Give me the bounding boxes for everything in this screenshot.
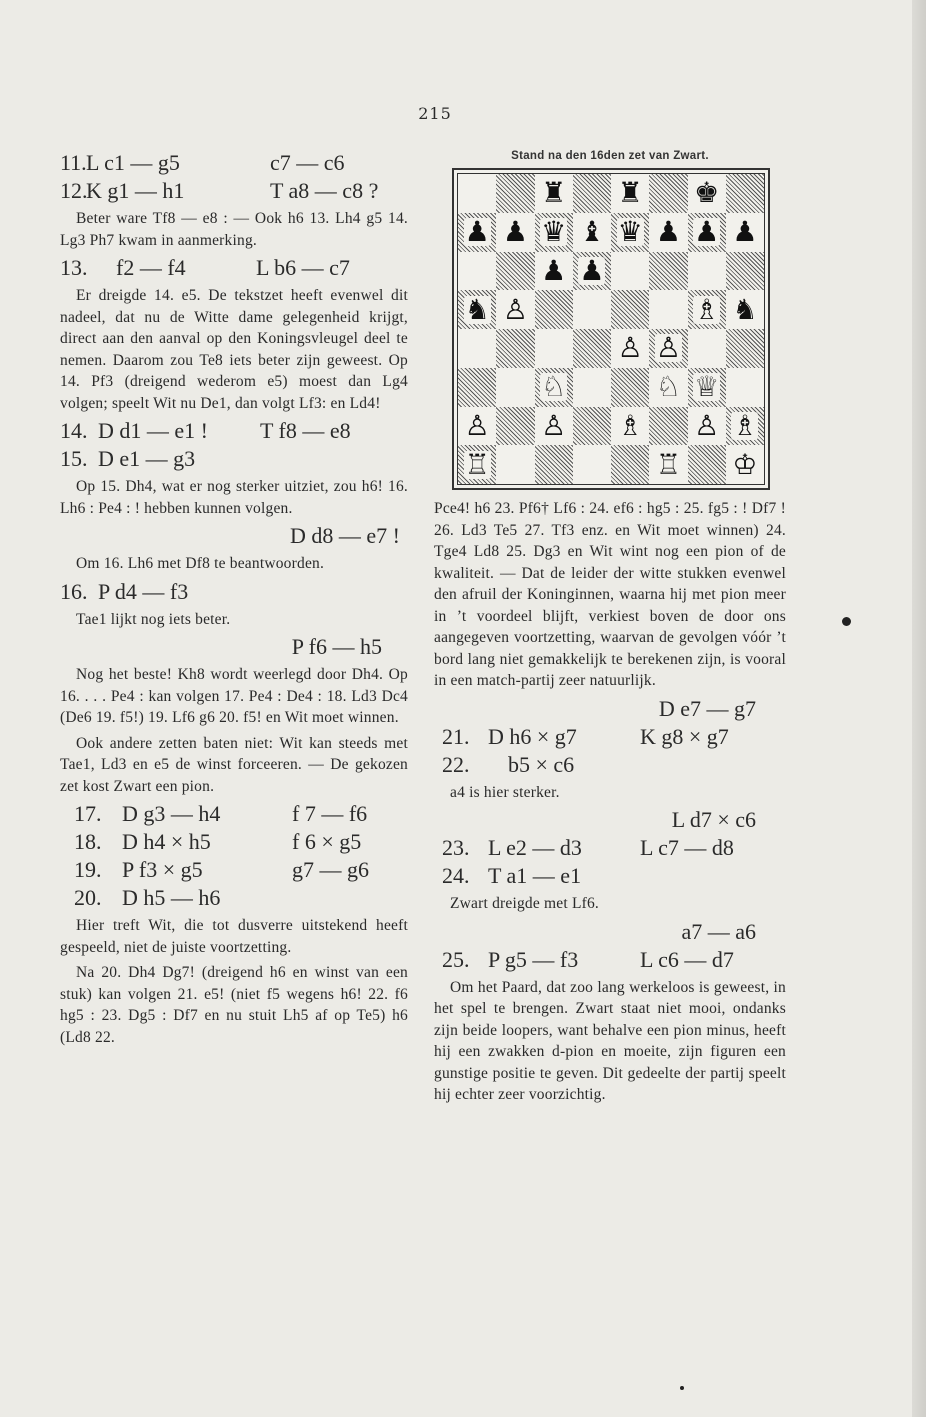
square-e5 (611, 290, 649, 329)
white-move: D h6 × g7 (488, 723, 577, 749)
annotation (60, 208, 408, 251)
chess-piece-icon: ♟ (502, 215, 528, 249)
square-f4 (649, 329, 687, 368)
black-move: f 7 — f6 (292, 801, 368, 826)
square-h6 (726, 252, 764, 291)
annotation-text: Pce4! h6 23. Pf6† Lf6 : 24. ef6 : hg5 : 25. fg5 : ! Df7 ! 26. Ld3 Te5 27. Tf3 enz. en Wit moet winnen) 24. Tge4 Ld8 25. Dg3 en Wit wint nog een pion of de kwaliteit. — Dat de leider der witte stukken evenwel den afruil der Koninginnen, waarna hij met pion meer in ’t voordeel blijft, verkiest boven de door ons aangegeven voortzetting, waarvan de gevolgen vóór ’t bord lang niet gemakkelijk te berekenen zijn, is vooral in een match-partij zeer natuurlijk. (434, 500, 786, 689)
chess-piece-icon: ♟ (655, 215, 681, 249)
annotation-text: Na 20. Dh4 Dg7! (dreigend h6 en winst van een stuk) kan volgen 21. e5! (niet f5 wegens h6! 22. f6 hg5 : 23. Dg5 : Df7 en nu stuit Lh5 af op Te5) h6 (Ld8 22. (60, 964, 408, 1046)
move-number: 20. (74, 885, 102, 910)
left-column (60, 148, 408, 1052)
chess-piece-icon: ♛ (617, 215, 643, 249)
chess-piece-icon: ♙ (617, 331, 643, 365)
chess-piece-icon: ♘ (655, 370, 681, 404)
move-number: 11. (60, 150, 87, 175)
annotation-text: Om het Paard, dat zoo lang werkeloos is geweest, in het spel te brengen. Zwart staat niet mooi, ondanks zijn beide loopers, want behalve een pion minus, heeft hij een zwakken d-pion en moeite, zijn figuren een gunstige positie te geven. Dit gedeelte der partij speelt hij echter zeer voorzichtig. (434, 978, 786, 1103)
square-f5 (649, 290, 687, 329)
move-number: 18. (74, 829, 102, 854)
annotation (60, 962, 408, 1048)
square-c7 (535, 213, 573, 252)
chess-piece-icon: ♖ (655, 447, 681, 481)
page-number: 215 (418, 104, 452, 123)
move-number: 12. (60, 178, 88, 203)
speck (680, 1386, 684, 1390)
square-c2 (535, 407, 573, 446)
chess-piece-icon: ♘ (541, 370, 567, 404)
white-move: D h5 — h6 (122, 885, 221, 910)
chess-piece-icon: ♙ (694, 408, 720, 442)
square-e2 (611, 407, 649, 446)
square-d5 (573, 290, 611, 329)
chess-piece-icon: ♗ (694, 292, 720, 326)
white-move: P g5 — f3 (488, 946, 579, 972)
move-row (60, 446, 408, 472)
annotation-text: Beter ware Tf8 — e8 : — Ook h6 13. Lh4 g5 14. Lg3 Ph7 kwam in aanmerking. (60, 210, 408, 249)
chess-piece-icon: ♗ (732, 408, 758, 442)
white-move: D e1 — g3 (98, 446, 196, 471)
annotation-text: Om 16. Lh6 met Df8 te beantwoorden. (76, 555, 325, 572)
annotation (434, 498, 786, 692)
square-b1 (496, 445, 534, 484)
square-g3 (688, 368, 726, 407)
white-move: P d4 — f3 (98, 578, 189, 604)
move-number: 16. (60, 578, 88, 604)
black-move: a7 — a6 (681, 918, 756, 944)
square-g1 (688, 445, 726, 484)
white-move: P f3 × g5 (122, 857, 203, 882)
square-e6 (611, 252, 649, 291)
chess-piece-icon: ♜ (541, 176, 567, 210)
move-number: 21. (442, 723, 470, 749)
square-a8 (458, 174, 496, 213)
move-number: 15. (60, 446, 88, 471)
move-number: 23. (442, 835, 470, 860)
white-move: D d1 — e1 ! (98, 418, 208, 443)
move-row (434, 863, 786, 889)
white-move: D h4 × h5 (122, 829, 211, 854)
move-number: 13. (60, 255, 88, 280)
chess-piece-icon: ♔ (732, 447, 758, 481)
chess-piece-icon: ♟ (464, 215, 490, 249)
square-b7 (496, 213, 534, 252)
annotation (60, 476, 408, 519)
square-h1 (726, 445, 764, 484)
diagram-caption: Stand na den 16den zet van Zwart. (511, 150, 709, 162)
annotation-text: Hier treft Wit, die tot dusverre uitstekend heeft gespeeld, niet de juiste voortzetting. (60, 917, 408, 956)
chess-piece-icon: ♟ (694, 215, 720, 249)
white-move: b5 × c6 (508, 751, 575, 777)
square-e3 (611, 368, 649, 407)
chess-piece-icon: ♕ (694, 370, 720, 404)
annotation (434, 977, 786, 1106)
square-g8 (688, 174, 726, 213)
black-move: L b6 — c7 (256, 255, 350, 280)
annotation-text: Tae1 lijkt nog iets beter. (76, 610, 231, 628)
square-b8 (496, 174, 534, 213)
chess-diagram (452, 168, 770, 490)
annotation (60, 915, 408, 958)
chess-piece-icon: ♟ (541, 253, 567, 287)
white-move: f2 — f4 (116, 255, 186, 280)
chess-piece-icon: ♜ (617, 176, 643, 210)
move-number: 14. (60, 418, 88, 443)
black-move: D e7 — g7 (658, 695, 756, 721)
square-e7 (611, 213, 649, 252)
margin-dot (842, 617, 851, 626)
square-f1 (649, 445, 687, 484)
move-row (434, 724, 786, 750)
square-a7 (458, 213, 496, 252)
black-move: P f6 — h5 (291, 634, 382, 659)
square-d7 (573, 213, 611, 252)
square-d8 (573, 174, 611, 213)
move-row (60, 255, 408, 281)
square-b2 (496, 407, 534, 446)
square-c4 (535, 329, 573, 368)
white-move: D g3 — h4 (122, 801, 221, 826)
square-f7 (649, 213, 687, 252)
annotation (60, 664, 408, 729)
square-h2 (726, 407, 764, 446)
square-d1 (573, 445, 611, 484)
chess-piece-icon: ♝ (579, 215, 605, 249)
black-move: L c6 — d7 (640, 946, 734, 972)
chessboard (457, 173, 765, 485)
square-a2 (458, 407, 496, 446)
square-d4 (573, 329, 611, 368)
square-c8 (535, 174, 573, 213)
move-number: 24. (442, 863, 470, 888)
chess-piece-icon: ♙ (502, 292, 528, 326)
square-d2 (573, 407, 611, 446)
square-e4 (611, 329, 649, 368)
annotation (60, 609, 408, 631)
white-move: K g1 — h1 (86, 178, 185, 203)
black-move: D d8 — e7 ! (290, 523, 400, 548)
black-move: c7 — c6 (270, 150, 345, 175)
square-e1 (611, 445, 649, 484)
annotation-text: Ook andere zetten baten niet: Wit kan steeds met Tae1, Ld3 en e5 de winst forceeren. — De gekozen zet kost Zwart een pion. (60, 734, 408, 795)
chess-piece-icon: ♖ (464, 447, 490, 481)
chess-piece-icon: ♙ (541, 408, 567, 442)
move-row (434, 835, 786, 861)
move-row (434, 752, 786, 778)
move-row (60, 418, 408, 444)
move-row (60, 857, 408, 883)
square-b4 (496, 329, 534, 368)
right-column (434, 150, 786, 1110)
annotation-text: Op 15. Dh4, wat er nog sterker uitziet, zou h6! 16. Lh6 : Pe4 : ! hebben kunnen volgen. (60, 478, 408, 517)
square-c5 (535, 290, 573, 329)
square-h3 (726, 368, 764, 407)
move-number: 25. (442, 946, 470, 972)
annotation-text: Er dreigde 14. e5. De tekstzet heeft evenwel dit nadeel, dat nu de Witte dame gelegenheid krijgt, direct aan den aanval op den Koningsvleugel deel te nemen. Daarom zou Te8 iets beter zijn geweest. Op 14. Pf3 (dreigend wederom e5) moest dan Lg4 volgen; speelt Wit nu De1, dan volgt Lf3: en Ld4! (60, 287, 408, 412)
square-g6 (688, 252, 726, 291)
move-row (60, 885, 408, 911)
annotation-text: Nog het beste! Kh8 wordt weerlegd door Dh4. Op 16. . . . Pe4 : kan volgen 17. Pe4 : De4 : 18. Ld3 Dc4 (De6 19. f5!) 19. Lf6 g6 20. f5! en Wit moet winnen. (60, 666, 408, 726)
move-number: 17. (74, 801, 102, 826)
chess-piece-icon: ♗ (617, 408, 643, 442)
square-g4 (688, 329, 726, 368)
move-row (60, 829, 408, 855)
square-h7 (726, 213, 764, 252)
square-f2 (649, 407, 687, 446)
annotation-text: a4 is hier sterker. (450, 783, 560, 801)
square-d6 (573, 252, 611, 291)
square-c6 (535, 252, 573, 291)
black-move: L d7 × c6 (671, 807, 756, 832)
chess-piece-icon: ♞ (732, 292, 758, 326)
annotation (434, 893, 786, 915)
black-move: L c7 — d8 (640, 835, 734, 860)
square-c3 (535, 368, 573, 407)
square-a4 (458, 329, 496, 368)
square-g5 (688, 290, 726, 329)
square-a3 (458, 368, 496, 407)
white-move: T a1 — e1 (488, 863, 582, 888)
square-d3 (573, 368, 611, 407)
square-b6 (496, 252, 534, 291)
black-move: K g8 × g7 (640, 723, 729, 749)
chess-piece-icon: ♙ (655, 331, 681, 365)
black-move: g7 — g6 (292, 857, 369, 882)
square-a1 (458, 445, 496, 484)
chess-piece-icon: ♛ (541, 215, 567, 249)
chess-piece-icon: ♞ (464, 292, 490, 326)
move-row (60, 801, 408, 827)
square-b3 (496, 368, 534, 407)
chess-piece-icon: ♟ (732, 215, 758, 249)
chess-piece-icon: ♟ (579, 253, 605, 287)
square-f3 (649, 368, 687, 407)
annotation (60, 285, 408, 414)
square-e8 (611, 174, 649, 213)
square-a5 (458, 290, 496, 329)
white-move: L e2 — d3 (488, 835, 582, 860)
black-move: T a8 — c8 ? (270, 178, 379, 203)
white-move: L c1 — g5 (86, 150, 180, 175)
move-row (60, 178, 408, 204)
move-number: 19. (74, 857, 102, 882)
square-b5 (496, 290, 534, 329)
black-move: T f8 — e8 (260, 418, 351, 443)
square-h4 (726, 329, 764, 368)
square-h5 (726, 290, 764, 329)
square-f6 (649, 252, 687, 291)
square-f8 (649, 174, 687, 213)
square-a6 (458, 252, 496, 291)
square-h8 (726, 174, 764, 213)
annotation (60, 733, 408, 798)
square-c1 (535, 445, 573, 484)
annotation-text: Zwart dreigde met Lf6. (450, 895, 600, 912)
page-edge (912, 0, 926, 1417)
move-row (434, 947, 786, 973)
square-g2 (688, 407, 726, 446)
chess-piece-icon: ♚ (694, 176, 720, 210)
chess-piece-icon: ♙ (464, 408, 490, 442)
annotation (60, 553, 408, 575)
black-move: f 6 × g5 (292, 829, 362, 854)
square-g7 (688, 213, 726, 252)
move-number: 22. (442, 751, 470, 777)
move-row (60, 579, 408, 605)
move-row (60, 150, 408, 176)
annotation (434, 782, 786, 804)
